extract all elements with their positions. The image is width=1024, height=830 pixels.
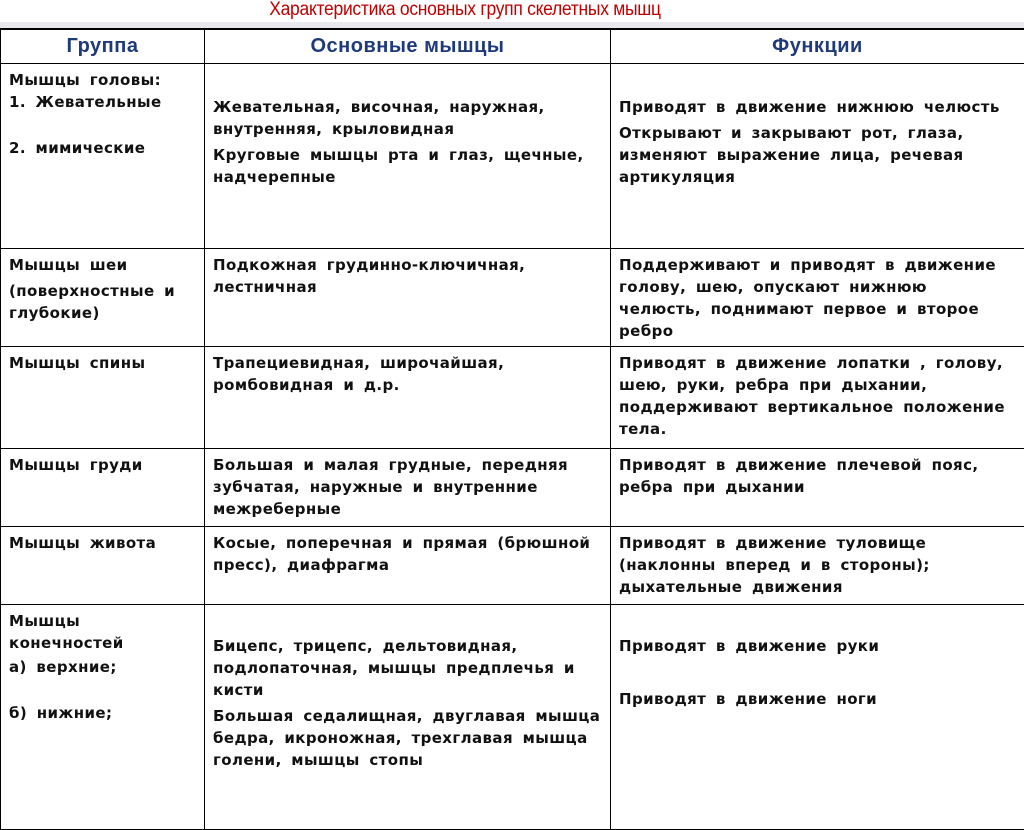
header-functions: Функции xyxy=(611,29,1024,64)
muscle-groups-table xyxy=(0,28,1024,830)
group-text: Мышцы спины xyxy=(9,352,198,374)
table-row xyxy=(1,249,1024,347)
muscles-text: Бицепс, трицепс, дельтовидная, подлопаточная, мышцы предплечья и кисти xyxy=(213,635,604,701)
muscles-text: Большая седалищная, двуглавая мышца бедра, икроножная, трехглавая мышца голени, мышцы стопы xyxy=(213,705,604,771)
group-text: (поверхностные и глубокие) xyxy=(9,280,198,324)
group-cell xyxy=(1,347,205,449)
functions-text: Приводят в движение нижнюю челюсть xyxy=(619,96,1018,118)
muscles-cell xyxy=(205,605,611,830)
group-cell xyxy=(1,527,205,605)
header-muscles: Основные мышцы xyxy=(205,29,611,64)
group-text: б) нижние; xyxy=(9,702,198,724)
functions-text: Приводят в движение ноги xyxy=(619,688,1018,710)
page-title: Характеристика основных групп скелетных мышц xyxy=(37,0,893,26)
functions-cell xyxy=(611,605,1024,830)
functions-text: Открывают и закрывают рот, глаза, изменяют выражение лица, речевая артикуляция xyxy=(619,122,1018,188)
functions-text: Приводят в движение туловище (наклонны вперед и в стороны); дыхательные движения xyxy=(619,532,1018,598)
table-row xyxy=(1,527,1024,605)
functions-text: Приводят в движение плечевой пояс, ребра при дыхании xyxy=(619,454,1018,498)
header-row xyxy=(1,29,1024,64)
functions-text: Поддерживают и приводят в движение голову, шею, опускают нижнюю челюсть, поднимают первое и второе ребро xyxy=(619,254,1018,342)
muscles-text: Жевательная, височная, наружная, внутренняя, крыловидная xyxy=(213,96,604,140)
table-row xyxy=(1,449,1024,527)
group-text: а) верхние; xyxy=(9,656,198,678)
functions-cell xyxy=(611,449,1024,527)
muscles-text: Подкожная грудинно-ключичная, лестничная xyxy=(213,254,604,298)
muscles-text: Круговые мышцы рта и глаз, щечные, надчерепные xyxy=(213,144,604,188)
group-text: Мышцы живота xyxy=(9,532,198,554)
functions-cell xyxy=(611,249,1024,347)
functions-cell xyxy=(611,64,1024,249)
group-text: 1. Жевательные xyxy=(9,91,198,113)
functions-cell xyxy=(611,527,1024,605)
group-cell xyxy=(1,249,205,347)
muscles-text: Косые, поперечная и прямая (брюшной пресс), диафрагма xyxy=(213,532,604,576)
table-row xyxy=(1,347,1024,449)
muscles-cell xyxy=(205,249,611,347)
muscles-cell xyxy=(205,64,611,249)
group-text: 2. мимические xyxy=(9,137,198,159)
functions-text: Приводят в движение руки xyxy=(619,635,1018,657)
group-text: Мышцы груди xyxy=(9,454,198,476)
muscles-text: Большая и малая грудные, передняя зубчатая, наружные и внутренние межреберные xyxy=(213,454,604,520)
functions-cell xyxy=(611,347,1024,449)
table-row xyxy=(1,605,1024,830)
group-cell xyxy=(1,64,205,249)
table-row xyxy=(1,64,1024,249)
group-cell xyxy=(1,605,205,830)
functions-text: Приводят в движение лопатки , голову, шею, руки, ребра при дыхании, поддерживают вертикальное положение тела. xyxy=(619,352,1018,440)
group-text: Мышцы головы: xyxy=(9,69,198,91)
muscles-text: Трапециевидная, широчайшая, ромбовидная и д.р. xyxy=(213,352,604,396)
group-text: Мышцы конечностей xyxy=(9,610,149,654)
group-cell xyxy=(1,449,205,527)
muscles-cell xyxy=(205,449,611,527)
header-group: Группа xyxy=(1,29,205,64)
muscles-cell xyxy=(205,347,611,449)
muscles-cell xyxy=(205,527,611,605)
group-text: Мышцы шеи xyxy=(9,254,198,276)
